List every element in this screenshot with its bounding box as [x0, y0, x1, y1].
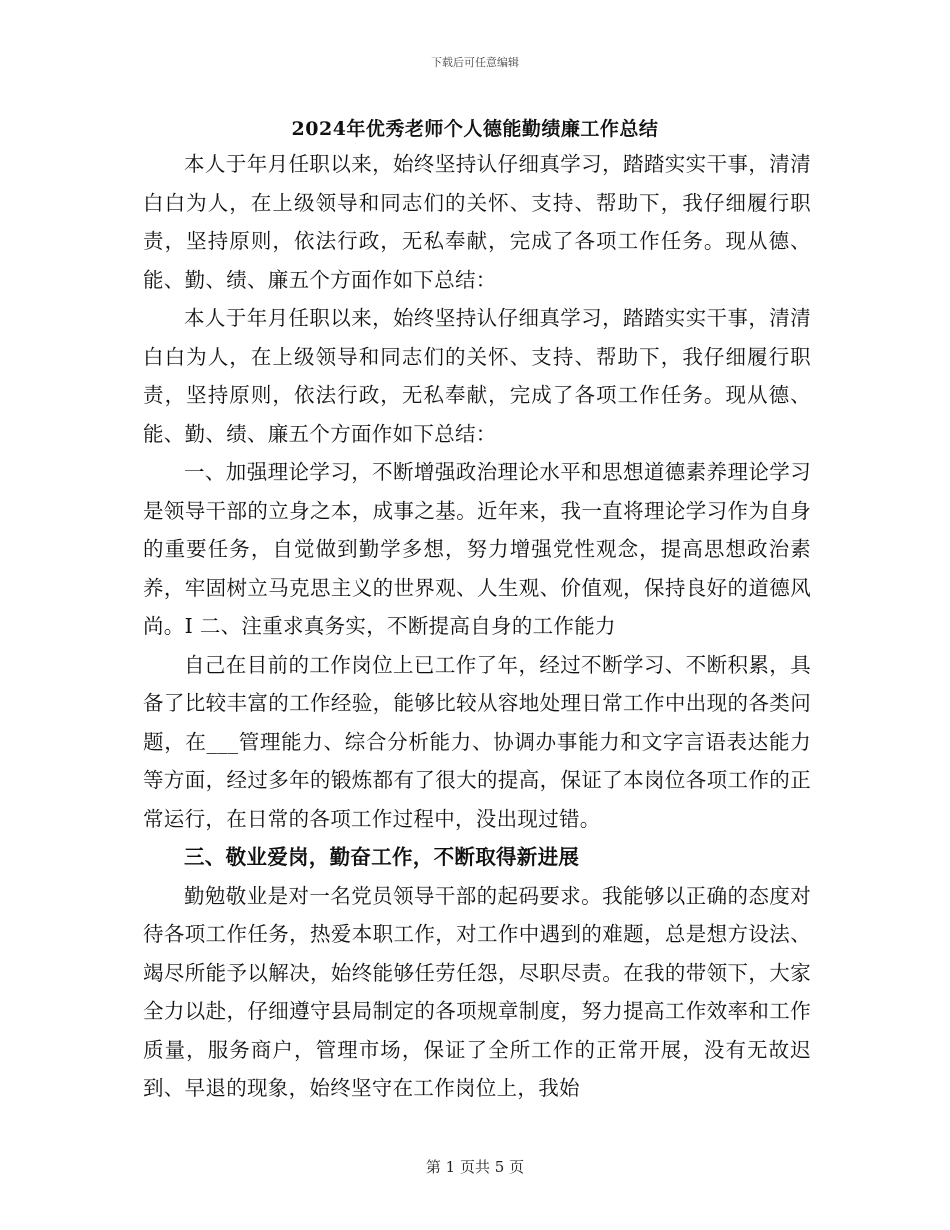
paragraph-intro-2: 本人于年月任职以来，始终坚持认仔细真学习，踏踏实实干事，清清白白为人，在上级领导和同志们的关怀、支持、帮助下，我仔细履行职责，坚持原则，依法行政，无私奉献，完成了各项工作任务。现从德、能、勤、绩、廉五个方面作如下总结： [143, 306, 811, 446]
document-body [143, 145, 811, 1108]
paragraph-section-1: 一、加强理论学习，不断增强政治理论水平和思想道德素养理论学习是领导干部的立身之本，成事之基。近年来，我一直将理论学习作为自身的重要任务，自觉做到勤学多想，努力增强党性观念，提高思想政治素养，牢固树立马克思主义的世界观、人生观、价值观，保持良好的道德风尚。I 二、注重求真务实，不断提高自身的工作能力 [143, 460, 811, 638]
header-note: 下载后可任意编辑 [431, 56, 519, 69]
section-heading-3: 三、敬业爱岗，勤奋工作，不断取得新进展 [184, 845, 580, 869]
paragraph-section-2: 自己在目前的工作岗位上已工作了年，经过不断学习、不断积累，具备了比较丰富的工作经验，能够比较从容地处理日常工作中出现的各类问题，在___管理能力、综合分析能力、协调办事能力和文字言语表达能力等方面，经过多年的锻炼都有了很大的提高，保证了本岗位各项工作的正常运行，在日常的各项工作过程中，没出现过错。 [143, 652, 811, 831]
paragraph-section-3: 勤勉敬业是对一名党员领导干部的起码要求。我能够以正确的态度对待各项工作任务，热爱本职工作，对工作中遇到的难题，总是想方设法、竭尽所能予以解决，始终能够任劳任怨，尽职尽责。在我的带领下，大家全力以赴，仔细遵守县局制定的各项规章制度，努力提高工作效率和工作质量，服务商户，管理市场，保证了全所工作的正常开展，没有无故迟到、早退的现象，始终坚守在工作岗位上，我始 [143, 883, 811, 1100]
page-number-footer: 第 1 页共 5 页 [425, 1158, 525, 1176]
document-title: 2024年优秀老师个人德能勤绩廉工作总结 [291, 118, 659, 140]
paragraph-intro-1: 本人于年月任职以来，始终坚持认仔细真学习，踏踏实实干事，清清白白为人，在上级领导和同志们的关怀、支持、帮助下，我仔细履行职责，坚持原则，依法行政，无私奉献，完成了各项工作任务。现从德、能、勤、绩、廉五个方面作如下总结： [143, 152, 811, 292]
